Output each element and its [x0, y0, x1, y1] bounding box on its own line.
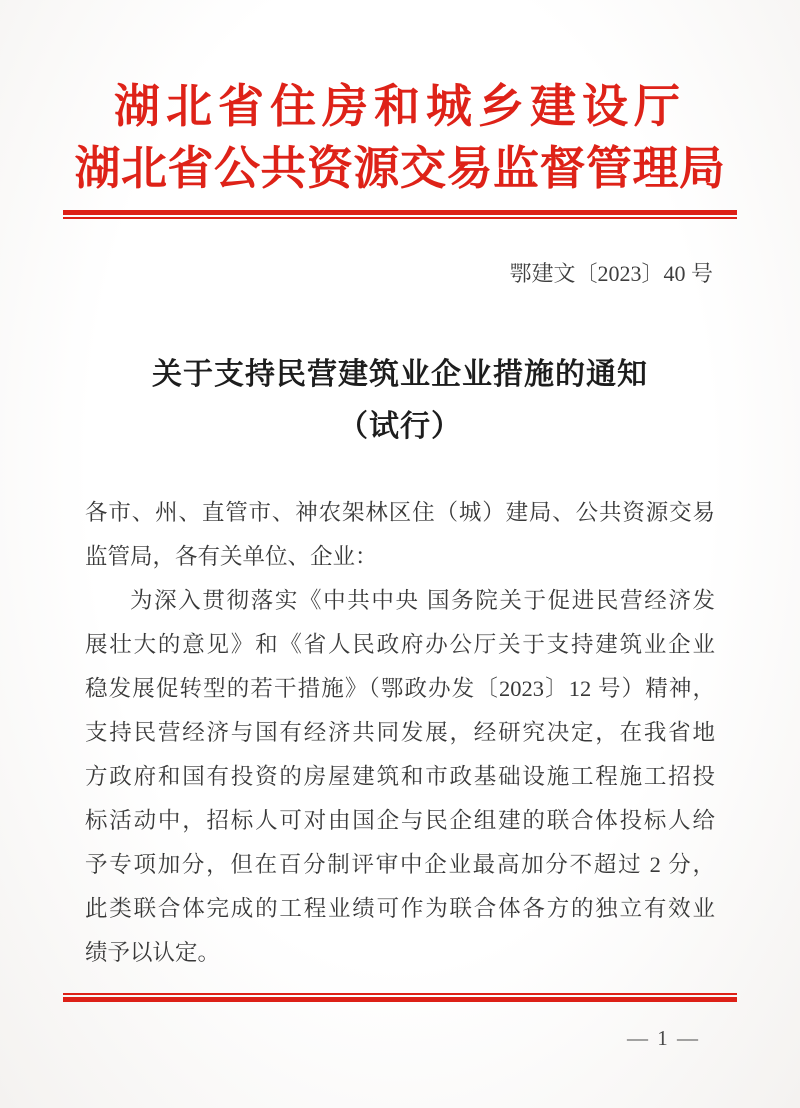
paragraph	[85, 579, 715, 975]
letterhead	[0, 0, 800, 200]
text-line: 标活动中，招标人可对由国企与民企组建的联合体投标人给	[85, 808, 715, 833]
page-number: — 1 —	[627, 1026, 700, 1050]
text-line: 支持民营经济与国有经济共同发展，经研究决定，在我省地	[85, 720, 715, 745]
text-line: 展壮大的意见》和《省人民政府办公厅关于支持建筑业企业	[85, 632, 715, 657]
document-title	[0, 349, 800, 453]
divider-thick-bar	[63, 210, 737, 215]
divider-thin-bar	[63, 217, 737, 219]
text-line: 为深入贯彻落实《中共中央 国务院关于促进民营经济发	[130, 588, 715, 613]
body-text	[85, 491, 715, 975]
header-divider	[63, 210, 737, 219]
title-line1: 关于支持民营建筑业企业措施的通知	[152, 358, 648, 391]
text-line: 各市、州、直管市、神农架林区住（城）建局、公共资源交易	[85, 500, 715, 525]
document-number: 鄂建文〔2023〕40 号	[509, 261, 713, 286]
paragraph	[85, 491, 715, 579]
text-line: 此类联合体完成的工程业绩可作为联合体各方的独立有效业	[85, 896, 715, 921]
text-line: 方政府和国有投资的房屋建筑和市政基础设施工程施工招投	[85, 764, 715, 789]
letterhead-org-line2: 湖北省公共资源交易监督管理局	[74, 143, 726, 194]
text-line: 监管局，各有关单位、企业：	[85, 544, 378, 569]
letterhead-org-line1: 湖北省住房和城乡建设厅	[114, 81, 686, 132]
divider-thin-bar	[63, 993, 737, 995]
text-line: 绩予以认定。	[85, 940, 221, 965]
divider-thick-bar	[63, 997, 737, 1002]
text-line: 稳发展促转型的若干措施》（鄂政办发〔2023〕12 号）精神，	[85, 676, 715, 701]
text-line: 予专项加分，但在百分制评审中企业最高加分不超过 2 分，	[85, 852, 715, 877]
title-line2: （试行）	[338, 410, 462, 443]
footer-divider	[63, 993, 737, 1002]
